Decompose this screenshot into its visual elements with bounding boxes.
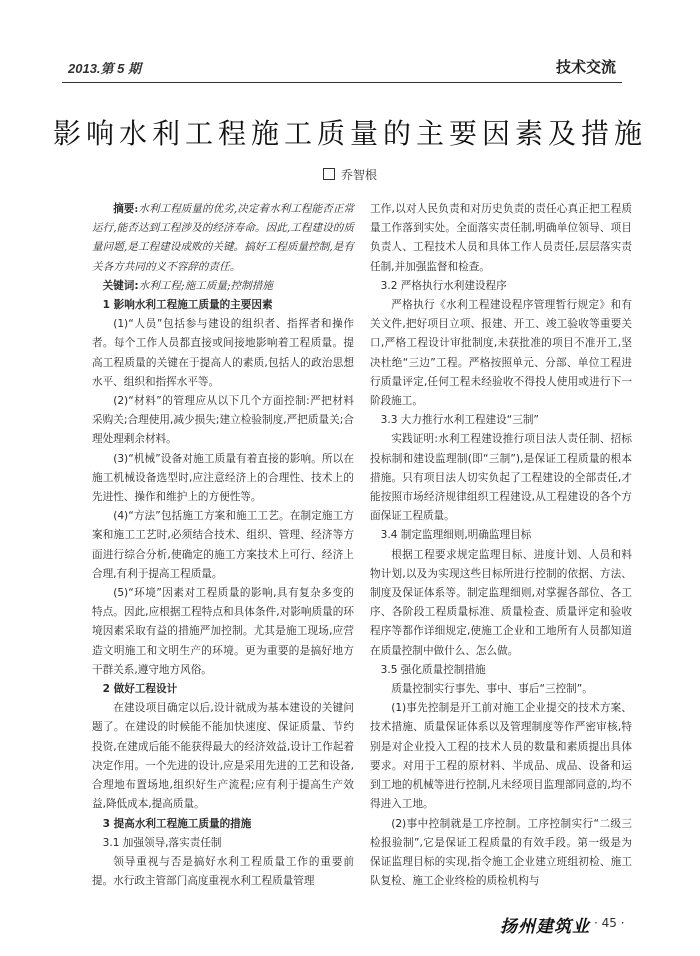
paragraph: (4)“方法”包括施工方案和施工工艺。在制定施工方案和施工工艺时,必须结合技术、组织、管理、经济等方面进行综合分析,使确定的施工方案技术上可行、经济上合理,有利于提高工程质量。 bbox=[92, 510, 354, 580]
paragraph: 质量控制实行事先、事中、事后“三控制”。 bbox=[391, 683, 593, 696]
section-heading: 1 影响水利工程施工质量的主要因素 bbox=[102, 299, 273, 312]
page-number: · 45 · bbox=[594, 916, 625, 930]
paragraph: (3)“机械”设备对施工质量有着直接的影响。所以在施工机械设备选型时,应注意经济上的合理性、技术上的先进性、操作和维护上的方便性等。 bbox=[92, 452, 354, 504]
paragraph: 根据工程要求规定监理目标、进度计划、人员和料物计划,以及为实现这些目标所进行控制的依据、方法、制度及保证体系等。制定监理细则,对掌握各部位、各工序、各阶段工程质量标准、质量检查、质量评定和验收程序等都作详细规定,使施工企业和工地所有人员都知道在质量控制中做什么、怎么做。 bbox=[370, 548, 632, 657]
journal-logo: 扬州建筑业 bbox=[500, 917, 590, 937]
abstract bbox=[92, 200, 354, 277]
section-heading: 3 提高水利工程施工质量的措施 bbox=[102, 817, 252, 830]
abstract-label: 摘要: bbox=[113, 203, 139, 215]
subsection-heading: 3.1 加强领导,落实责任制 bbox=[102, 836, 222, 849]
paragraph: 在建设项目确定以后,设计就成为基本建设的关键问题了。在建设的时候能不能加快速度、保证质量、节约投资,在建成后能不能获得最大的经济效益,设计工作起着决定作用。一个先进的设计,应是采用先进的工艺和设备,合理地布置场地,组织好生产流程;应有利于提高生产效益,降低成本,提高质量。 bbox=[92, 702, 354, 811]
section-label: 技术交流 bbox=[555, 58, 616, 76]
paragraph: 领导重视与否是搞好水利工程质量工作的重要前提。水行政主管部门高度重视水利工程质量管理 bbox=[92, 855, 354, 888]
author-name: 乔智根 bbox=[340, 168, 377, 182]
paragraph: 工作,以对人民负责和对历史负责的责任心真正把工程质量工作落到实处。全面落实责任制,明确单位领导、项目负责人、工程技术人员和具体工作人员责任,层层落实责任制,并加强监督和检查。 bbox=[370, 203, 632, 273]
paragraph: (1)“人员”包括参与建设的组织者、指挥者和操作者。每个工作人员都直接或间接地影响着工程质量。提高工程质量的关键在于提高人的素质,包括人的政治思想水平、组织和指挥水平等。 bbox=[92, 318, 354, 388]
subsection-heading: 3.4 制定监理细则,明确监理目标 bbox=[380, 529, 532, 542]
paragraph: 严格执行《水利工程建设程序管理暂行规定》和有关文件,把好项目立项、报建、开工、竣工验收等重要关口,严格工程设计审批制度,未获批准的项目不准开工,坚决杜绝“三边”工程。严格按照单元、分部、单位工程进行质量评定,任何工程未经验收不得投人使用或进行下一阶段施工。 bbox=[370, 299, 632, 408]
section-heading: 2 做好工程设计 bbox=[102, 683, 178, 696]
paragraph: (2)“材料”的管理应从以下几个方面控制:严把材料采购关;合理使用,减少损失;建立检验制度,严把质量关;合理处理剩余材料。 bbox=[92, 395, 354, 446]
subsection-heading: 3.2 严格执行水利建设程序 bbox=[380, 279, 507, 292]
keywords-label: 关键词: bbox=[102, 279, 139, 292]
article-title: 影响水利工程施工质量的主要因素及措施 bbox=[52, 117, 647, 150]
paragraph: 实践证明:水利工程建设推行项目法人责任制、招标投标制和建设监理制(即“三制”),是保证工程质量的根本措施。只有项目法人切实负起了工程建设的全部责任,才能按照市场经济规律组织工程建设,从工程建设的各个方面保证工程质量。 bbox=[370, 433, 632, 523]
paragraph: (5)“环境”因素对工程质量的影响,具有复杂多变的特点。因此,应根据工程特点和具体条件,对影响质量的环境因素采取有益的措施严加控制。尤其是施工现场,应营造文明施工和文明生产的环境。更为重要的是搞好地方干群关系,遵守地方风俗。 bbox=[92, 587, 354, 676]
subsection-heading: 3.3 大力推行水利工程建设“三制” bbox=[380, 414, 539, 427]
abstract-text: 水利工程质量的优劣,决定着水利工程能否正常运行,能否达到工程涉及的经济寿命。因此,工程建设的质量问题,是工程建设成败的关键。搞好工程质量控制,是有关各方共同的义不容辞的责任。 bbox=[92, 203, 354, 273]
subsection-heading: 3.5 强化质量控制措施 bbox=[380, 663, 486, 676]
paragraph: (1)事先控制是开工前对施工企业提交的技术方案、技术措施、质量保证体系以及管理制度等作严密审核,特别是对企业投入工程的技术人员的数量和素质提出具体要求。对用于工程的原材料、半成品、成品、设备和运到工地的机械等进行控制,凡未经项目监理部同意的,均不得进入工地。 bbox=[370, 702, 632, 811]
issue-label: 2013.第 5 期 bbox=[68, 61, 141, 76]
author-box-icon bbox=[323, 168, 335, 180]
running-header bbox=[62, 56, 622, 83]
keywords bbox=[92, 277, 354, 296]
author-line bbox=[0, 166, 700, 183]
right-column bbox=[370, 200, 632, 891]
left-column bbox=[92, 200, 354, 891]
paragraph: (2)事中控制就是工序控制。工序控制实行“二级三检报验制”,它是保证工程质量的有效手段。第一级是为保证监理目标的实现,指令施工企业建立班组初检、施工队复检、施工企业终检的质检机构与 bbox=[370, 817, 632, 888]
keywords-text: 水利工程;施工质量;控制措施 bbox=[138, 279, 273, 292]
